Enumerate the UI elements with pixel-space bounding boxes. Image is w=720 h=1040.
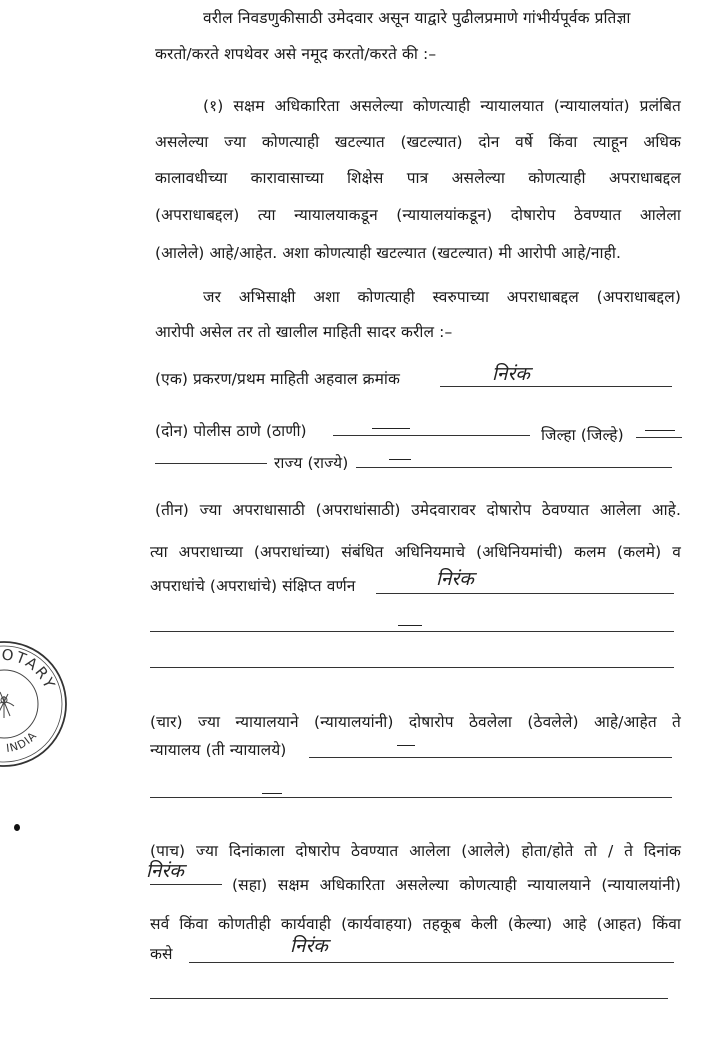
notary-stamp: [0, 638, 70, 770]
item5-date-line: [150, 884, 222, 885]
item4-line-1: (चार) ज्या न्यायालयाने (न्यायालयांनी) दोषारोप ठेवलेला (ठेवलेले) आहे/आहेत ते: [150, 713, 681, 731]
item3-blank-line-1: [150, 631, 674, 632]
stamp-top-text: OTARY: [0, 645, 60, 693]
item6-answer-line: [189, 962, 674, 963]
intro-line-2: करतो/करते शपथेवर असे नमूद करतो/करते की :–: [155, 45, 437, 63]
item6-line-3: कसे: [150, 945, 173, 963]
item3-line-2: त्या अपराधाच्या (अपराधांच्या) संबंधित अधिनियमाचे (अधिनियमांची) कलम (कलमे) व: [150, 543, 681, 561]
state-line: [356, 467, 672, 468]
item4-blank-line: [150, 797, 672, 798]
item6-blank-line: [150, 998, 668, 999]
item4-nil-dash: [397, 745, 415, 746]
item2-district-label: जिल्हा (जिल्हे): [541, 426, 624, 444]
item6-answer: निरंक: [290, 935, 328, 957]
district-line: [636, 437, 682, 438]
item3-nil-dash: [398, 625, 422, 626]
item6-line-2: सर्व किंवा कोणतीही कार्यवाही (कार्यवाहया) तहकूब केली (केल्या) आहे (आहत) किंवा: [150, 915, 681, 933]
state-pre-line: [155, 463, 267, 464]
para2-line-1: जर अभिसाक्षी अशा कोणत्याही स्वरुपाच्या अपराधाबद्दल (अपराधाबद्दल): [203, 288, 681, 306]
item3-line-1: (तीन) ज्या अपराधासाठी (अपराधांसाठी) उमेदवारावर दोषारोप ठेवण्यात आलेला आहे.: [155, 501, 681, 519]
para1-line-5: (आलेले) आहे/आहेत. अशा कोणत्याही खटल्यात (खटल्यात) मी आरोपी आहे/नाही.: [155, 244, 621, 262]
police-station-nil-dash: [372, 428, 410, 429]
para1-line-4: (अपराधाबद्दल) त्या न्यायालयाकडून (न्यायालयांकडून) दोषारोप ठेवण्यात आलेला: [155, 206, 681, 224]
item1-answer-line: [440, 386, 672, 387]
police-station-line: [333, 435, 530, 436]
item3-blank-line-2: [150, 667, 674, 668]
item5-line-1: (पाच) ज्या दिनांकाला दोषारोप ठेवण्यात आलेला (आलेले) होता/होते तो / ते दिनांक: [150, 842, 681, 860]
item2-state-label: राज्य (राज्ये): [274, 454, 349, 472]
para1-line-3: कालावधीच्या कारावासाच्या शिक्षेस पात्र असलेल्या कोणत्याही अपराधाबद्दल: [155, 169, 681, 187]
intro-line-1: वरील निवडणुकीसाठी उमेदवार असून याद्वारे पुढीलप्रमाणे गांभीर्यपूर्वक प्रतिज्ञा: [203, 9, 631, 27]
district-nil-dash: [645, 430, 675, 431]
para1-line-1: (१) सक्षम अधिकारिता असलेल्या कोणत्याही न्यायालयात (न्यायालयांत) प्रलंबित: [203, 97, 681, 115]
stamp-emblem: [0, 692, 14, 718]
item6-line-1: (सहा) सक्षम अधिकारिता असलेल्या कोणत्याही न्यायालयाने (न्यायालयांनी): [232, 876, 681, 894]
state-nil-dash: [389, 459, 411, 460]
item3-answer-line: [376, 593, 674, 594]
item3-line-3: अपराधांचे (अपराधांचे) संक्षिप्त वर्णन: [150, 577, 356, 595]
item2-police-label: (दोन) पोलीस ठाणे (ठाणी): [155, 422, 307, 440]
item4-answer-line: [309, 757, 672, 758]
para1-line-2: असलेल्या ज्या कोणत्याही खटल्यात (खटल्यात) दोन वर्षे किंवा त्याहून अधिक: [155, 133, 681, 151]
item3-answer: निरंक: [436, 568, 474, 590]
stamp-bottom-text: INDIA: [5, 728, 40, 755]
para2-line-2: आरोपी असेल तर तो खालील माहिती सादर करील :–: [155, 323, 453, 341]
item4-nil-dash-2: [262, 793, 282, 794]
item1-answer: निरंक: [492, 363, 530, 385]
item1-label: (एक) प्रकरण/प्रथम माहिती अहवाल क्रमांक: [155, 370, 401, 388]
item5-date-answer: निरंक: [146, 860, 184, 882]
item4-line-2: न्यायालय (ती न्यायालये): [150, 741, 287, 759]
ink-dot: [14, 824, 20, 831]
